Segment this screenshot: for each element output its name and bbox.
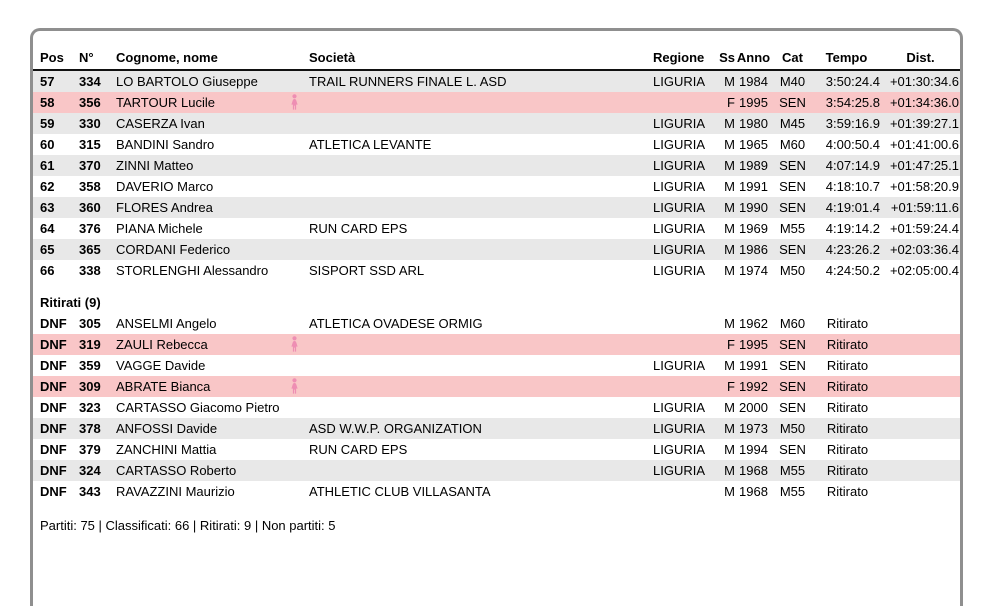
table-row (33, 71, 960, 92)
team-cell: ATLETICA LEVANTE (309, 137, 432, 152)
table-row (33, 197, 960, 218)
category-cell: SEN (779, 400, 806, 415)
gap-cell (882, 334, 960, 355)
time-cell: 4:18:10.7 (825, 179, 880, 194)
header-year: Anno (736, 50, 771, 65)
year-cell: 1969 (739, 221, 768, 236)
category-cell: M50 (779, 421, 806, 436)
year-cell: 1995 (739, 337, 768, 352)
year-cell: 1994 (739, 442, 768, 457)
position-cell: DNF (40, 379, 67, 394)
finishers-section (33, 71, 960, 281)
table-row (33, 218, 960, 239)
gap-cell: +01:34:36.0 (889, 95, 959, 110)
time-cell: 3:50:24.4 (825, 74, 880, 89)
gap-cell (882, 376, 960, 397)
region-cell: LIGURIA (653, 263, 706, 278)
position-cell: 63 (40, 200, 55, 215)
bib-cell: 315 (79, 137, 101, 152)
athlete-name: CASERZA Ivan (116, 116, 205, 131)
name-cell (116, 176, 309, 197)
category-cell: M60 (779, 316, 806, 331)
bib-cell: 324 (79, 463, 101, 478)
team-cell (309, 376, 653, 397)
bib-cell: 378 (79, 421, 101, 436)
gap-cell: +01:47:25.1 (889, 158, 959, 173)
table-row (33, 313, 960, 334)
position-cell: DNF (40, 484, 67, 499)
team-cell (309, 197, 653, 218)
time-cell: 4:19:14.2 (825, 221, 880, 236)
team-cell: SISPORT SSD ARL (309, 263, 425, 278)
team-cell (309, 397, 653, 418)
team-cell: ATLETICA OVADESE ORMIG (309, 316, 483, 331)
category-cell: SEN (779, 158, 806, 173)
category-cell: M55 (779, 221, 806, 236)
bib-cell: 323 (79, 400, 101, 415)
sex-cell: M (724, 263, 735, 278)
time-cell: Ritirato (826, 463, 869, 478)
position-cell: DNF (40, 358, 67, 373)
table-row (33, 355, 960, 376)
time-cell: 3:54:25.8 (825, 95, 880, 110)
year-cell: 1974 (739, 263, 768, 278)
category-cell: SEN (779, 95, 806, 110)
bib-cell: 359 (79, 358, 101, 373)
year-cell: 1995 (739, 95, 768, 110)
athlete-name: ABRATE Bianca (116, 379, 211, 394)
athlete-name: RAVAZZINI Maurizio (116, 484, 235, 499)
name-cell (116, 134, 309, 155)
athlete-name: CARTASSO Giacomo Pietro (116, 400, 280, 415)
table-row (33, 176, 960, 197)
bib-cell: 376 (79, 221, 101, 236)
sex-cell: M (724, 484, 735, 499)
name-cell (116, 460, 309, 481)
year-cell: 1989 (739, 158, 768, 173)
athlete-name: TARTOUR Lucile (116, 95, 215, 110)
table-row (33, 418, 960, 439)
year-cell: 2000 (739, 400, 768, 415)
gap-cell (882, 355, 960, 376)
bib-cell: 305 (79, 316, 101, 331)
name-cell (116, 439, 309, 460)
athlete-name: ANFOSSI Davide (116, 421, 218, 436)
time-cell: 4:19:01.4 (825, 200, 880, 215)
bib-cell: 360 (79, 200, 101, 215)
athlete-name: LO BARTOLO Giuseppe (116, 74, 258, 89)
header-team: Società (309, 50, 356, 65)
dnf-section-title: Ritirati (9) (40, 295, 101, 310)
time-cell: Ritirato (826, 442, 869, 457)
table-header-row (33, 46, 960, 71)
region-cell: LIGURIA (653, 137, 706, 152)
sex-cell: F (727, 95, 735, 110)
gap-cell: +01:41:00.6 (889, 137, 959, 152)
team-cell (309, 176, 653, 197)
year-cell: 1992 (739, 379, 768, 394)
position-cell: DNF (40, 421, 67, 436)
gap-cell: +02:05:00.4 (889, 263, 959, 278)
time-cell: Ritirato (826, 400, 869, 415)
name-cell (116, 92, 309, 113)
region-cell: LIGURIA (653, 116, 706, 131)
time-cell: Ritirato (826, 421, 869, 436)
gap-cell: +01:59:11.6 (890, 200, 959, 215)
time-cell: Ritirato (826, 316, 869, 331)
sex-cell: M (724, 358, 735, 373)
name-cell (116, 355, 309, 376)
bib-cell: 356 (79, 95, 101, 110)
table-row (33, 134, 960, 155)
bib-cell: 358 (79, 179, 101, 194)
position-cell: 62 (40, 179, 55, 194)
category-cell: SEN (779, 442, 806, 457)
sex-cell: M (724, 116, 735, 131)
time-cell: 4:24:50.2 (825, 263, 880, 278)
region-cell: LIGURIA (653, 179, 706, 194)
athlete-name: ZANCHINI Mattia (116, 442, 217, 457)
gap-cell (882, 313, 960, 334)
gap-cell (882, 439, 960, 460)
time-cell: Ritirato (826, 379, 869, 394)
gap-cell (882, 481, 960, 502)
table-row (33, 113, 960, 134)
name-cell (116, 418, 309, 439)
category-cell: M50 (779, 263, 806, 278)
category-cell: M40 (779, 74, 806, 89)
female-icon (290, 94, 299, 110)
time-cell: 4:07:14.9 (825, 158, 880, 173)
team-cell (309, 355, 653, 376)
name-cell (116, 113, 309, 134)
category-cell: M55 (779, 484, 806, 499)
sex-cell: M (724, 74, 735, 89)
team-cell: RUN CARD EPS (309, 442, 408, 457)
athlete-name: ZAULI Rebecca (116, 337, 208, 352)
sex-cell: M (724, 421, 735, 436)
region-cell: LIGURIA (653, 221, 706, 236)
time-cell: 4:23:26.2 (825, 242, 880, 257)
sex-cell: M (724, 442, 735, 457)
position-cell: 61 (40, 158, 55, 173)
team-cell (309, 113, 653, 134)
region-cell: LIGURIA (653, 463, 706, 478)
year-cell: 1991 (739, 358, 768, 373)
time-cell: 3:59:16.9 (825, 116, 880, 131)
athlete-name: CORDANI Federico (116, 242, 231, 257)
gap-cell (882, 397, 960, 418)
category-cell: M55 (779, 463, 806, 478)
sex-cell: M (724, 179, 735, 194)
name-cell (116, 313, 309, 334)
category-cell: SEN (779, 242, 806, 257)
bib-cell: 338 (79, 263, 101, 278)
year-cell: 1965 (739, 137, 768, 152)
dnf-section (33, 313, 960, 502)
gap-cell: +01:59:24.4 (889, 221, 959, 236)
athlete-name: FLORES Andrea (116, 200, 213, 215)
category-cell: M45 (779, 116, 806, 131)
table-row (33, 239, 960, 260)
region-cell: LIGURIA (653, 200, 706, 215)
sex-cell: M (724, 463, 735, 478)
header-time: Tempo (825, 50, 868, 65)
team-cell: RUN CARD EPS (309, 221, 408, 236)
year-cell: 1968 (739, 463, 768, 478)
results-panel (30, 28, 963, 606)
position-cell: DNF (40, 337, 67, 352)
time-cell: Ritirato (826, 358, 869, 373)
bib-cell: 370 (79, 158, 101, 173)
athlete-name: DAVERIO Marco (116, 179, 214, 194)
year-cell: 1986 (739, 242, 768, 257)
name-cell (116, 260, 309, 281)
table-row (33, 92, 960, 113)
year-cell: 1980 (739, 116, 768, 131)
category-cell: SEN (779, 379, 806, 394)
athlete-name: ANSELMI Angelo (116, 316, 217, 331)
year-cell: 1962 (739, 316, 768, 331)
region-cell: LIGURIA (653, 74, 706, 89)
bib-cell: 343 (79, 484, 101, 499)
year-cell: 1968 (739, 484, 768, 499)
table-row (33, 439, 960, 460)
category-cell: SEN (779, 200, 806, 215)
sex-cell: F (727, 379, 735, 394)
table-row (33, 397, 960, 418)
sex-cell: M (724, 137, 735, 152)
header-pos: Pos (40, 50, 64, 65)
name-cell (116, 397, 309, 418)
time-cell: Ritirato (826, 337, 869, 352)
bib-cell: 365 (79, 242, 101, 257)
position-cell: DNF (40, 316, 67, 331)
position-cell: 59 (40, 116, 55, 131)
team-cell (309, 334, 653, 355)
sex-cell: F (727, 337, 735, 352)
header-region: Regione (653, 50, 705, 65)
table-row (33, 376, 960, 397)
team-cell: TRAIL RUNNERS FINALE L. ASD (309, 74, 507, 89)
sex-cell: M (724, 200, 735, 215)
region-cell: LIGURIA (653, 242, 706, 257)
name-cell (116, 71, 309, 92)
region-cell (653, 334, 712, 355)
name-cell (116, 481, 309, 502)
name-cell (116, 334, 309, 355)
position-cell: DNF (40, 463, 67, 478)
position-cell: 58 (40, 95, 55, 110)
gap-cell (882, 460, 960, 481)
gap-cell: +02:03:36.4 (889, 242, 959, 257)
name-cell (116, 155, 309, 176)
female-icon (290, 336, 299, 352)
bib-cell: 334 (79, 74, 101, 89)
position-cell: 65 (40, 242, 55, 257)
year-cell: 1973 (739, 421, 768, 436)
female-icon (290, 378, 299, 394)
table-row (33, 481, 960, 502)
team-cell (309, 92, 653, 113)
region-cell (653, 376, 712, 397)
position-cell: DNF (40, 442, 67, 457)
category-cell: SEN (779, 358, 806, 373)
bib-cell: 330 (79, 116, 101, 131)
position-cell: 60 (40, 137, 55, 152)
gap-cell: +01:30:34.6 (889, 74, 959, 89)
athlete-name: STORLENGHI Alessandro (116, 263, 269, 278)
table-row (33, 460, 960, 481)
gap-cell: +01:58:20.9 (889, 179, 959, 194)
region-cell (653, 313, 712, 334)
header-cat: Cat (782, 50, 803, 65)
athlete-name: PIANA Michele (116, 221, 203, 236)
region-cell: LIGURIA (653, 400, 706, 415)
name-cell (116, 239, 309, 260)
athlete-name: VAGGE Davide (116, 358, 206, 373)
sex-cell: M (724, 316, 735, 331)
sex-cell: M (724, 242, 735, 257)
category-cell: SEN (779, 337, 806, 352)
bib-cell: 309 (79, 379, 101, 394)
region-cell: LIGURIA (653, 358, 706, 373)
sex-cell: M (724, 221, 735, 236)
category-cell: M60 (779, 137, 806, 152)
sex-cell: M (724, 158, 735, 173)
athlete-name: CARTASSO Roberto (116, 463, 237, 478)
table-row (33, 260, 960, 281)
header-bib: N° (79, 50, 94, 65)
position-cell: DNF (40, 400, 67, 415)
table-row (33, 155, 960, 176)
region-cell (653, 481, 712, 502)
header-sex: Ss (719, 50, 735, 65)
athlete-name: ZINNI Matteo (116, 158, 194, 173)
region-cell: LIGURIA (653, 442, 706, 457)
year-cell: 1984 (739, 74, 768, 89)
region-cell: LIGURIA (653, 421, 706, 436)
position-cell: 64 (40, 221, 55, 236)
team-cell (309, 155, 653, 176)
region-cell (653, 92, 712, 113)
header-name: Cognome, nome (116, 50, 218, 65)
name-cell (116, 218, 309, 239)
time-cell: Ritirato (826, 484, 869, 499)
athlete-name: BANDINI Sandro (116, 137, 215, 152)
team-cell (309, 239, 653, 260)
category-cell: SEN (779, 179, 806, 194)
name-cell (116, 197, 309, 218)
gap-cell (882, 418, 960, 439)
header-dist: Dist. (906, 50, 935, 65)
year-cell: 1991 (739, 179, 768, 194)
bib-cell: 379 (79, 442, 101, 457)
sex-cell: M (724, 400, 735, 415)
time-cell: 4:00:50.4 (825, 137, 880, 152)
position-cell: 57 (40, 74, 55, 89)
bib-cell: 319 (79, 337, 101, 352)
table-row (33, 334, 960, 355)
year-cell: 1990 (739, 200, 768, 215)
team-cell: ATHLETIC CLUB VILLASANTA (309, 484, 491, 499)
position-cell: 66 (40, 263, 55, 278)
summary-line: Partiti: 75 | Classificati: 66 | Ritirati: 9 | Non partiti: 5 (40, 518, 336, 533)
region-cell: LIGURIA (653, 158, 706, 173)
name-cell (116, 376, 309, 397)
team-cell (309, 460, 653, 481)
gap-cell: +01:39:27.1 (889, 116, 959, 131)
team-cell: ASD W.W.P. ORGANIZATION (309, 421, 482, 436)
